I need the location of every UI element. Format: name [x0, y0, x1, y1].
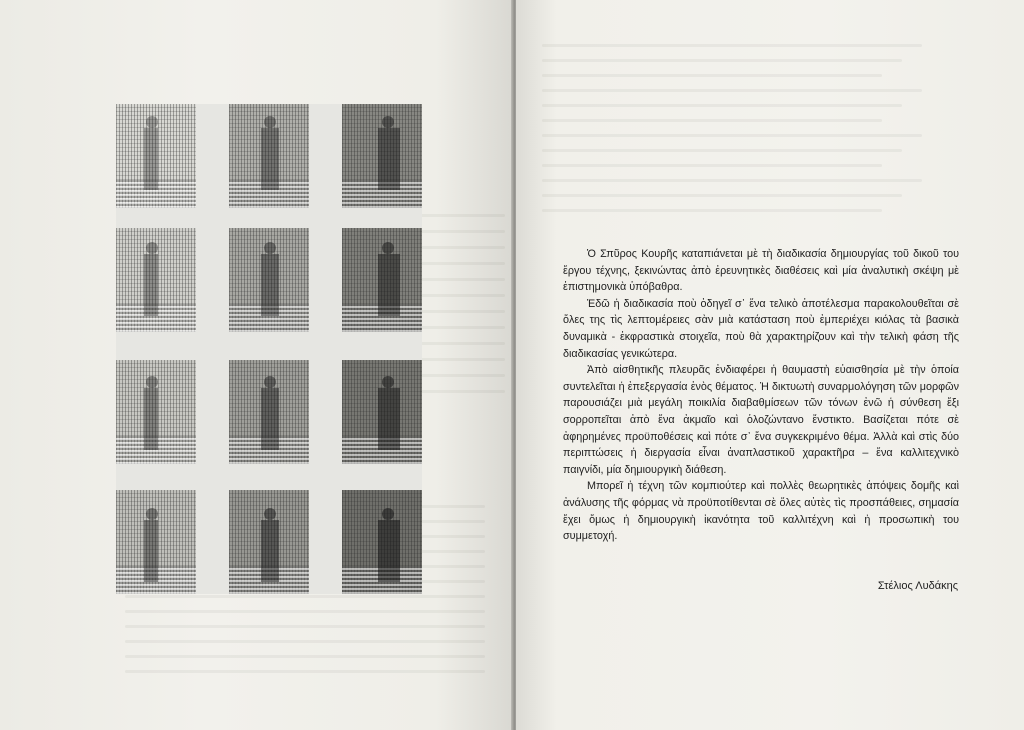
ghost-line — [125, 655, 485, 658]
sequence-frame — [229, 228, 309, 332]
ghost-line — [542, 119, 882, 122]
sequence-frame — [342, 360, 422, 464]
ghost-line — [542, 59, 902, 62]
sequence-frame — [116, 104, 196, 208]
sequence-frame — [342, 490, 422, 594]
ghost-line — [542, 89, 922, 92]
paragraph: Μπορεῖ ἡ τέχνη τῶν κομπιούτερ καὶ πολλὲς θεωρητικὲς ἀπόψεις δομῆς καὶ ἀνάλυσης τῆς φόρμας νὰ προϋποτίθενται σὲ ὅλες αὐτὲς τὶς προσπάθειες, σημασία ἔχει ὅμως ἡ δημιουργικὴ ἱκανότητα τοῦ καλλιτέχνη καὶ ἡ προσωπικὴ του συμμετοχή. — [563, 480, 959, 543]
ghost-line — [542, 194, 902, 197]
ghost-line — [125, 610, 485, 613]
ghost-line — [542, 44, 922, 47]
sequence-frame — [342, 228, 422, 332]
ghost-line — [125, 625, 485, 628]
sequence-frame — [229, 104, 309, 208]
ghost-line — [542, 74, 882, 77]
ghost-line — [542, 179, 922, 182]
sequence-frame — [229, 360, 309, 464]
ghost-line — [125, 640, 485, 643]
author-signature: Στέλιος Λυδάκης — [877, 580, 958, 592]
article-text — [563, 246, 959, 545]
ghost-line — [542, 149, 902, 152]
sequence-frame — [229, 490, 309, 594]
ghost-line — [542, 134, 922, 137]
paragraph: Ὁ Σπῦρος Κουρῆς καταπιάνεται μὲ τὴ διαδικασία δημιουργίας τοῦ δικοῦ του ἔργου τέχνης, ξεκινώντας ἀπὸ ἐρευνητικὲς διαθέσεις καὶ μία ἀναλυτικὴ σκέψη μὲ ἐπιστημονικὰ ὑπόβαθρα. — [563, 248, 959, 294]
sequence-frame — [116, 490, 196, 594]
sequence-frame — [116, 360, 196, 464]
ghost-line — [542, 104, 902, 107]
ghost-line — [542, 164, 882, 167]
image-sequence-grid — [116, 104, 422, 594]
paragraph: Ἐδῶ ἡ διαδικασία ποὺ ὁδηγεῖ σ᾽ ἕνα τελικὸ ἀποτέλεσμα παρακολουθεῖται σὲ ὅλες της τὶς λεπτομέρειες σὰν μιὰ κατάσταση ποὺ ἐμπεριέχει κιόλας τὰ βασικὰ δυναμικὰ - ἐκφραστικὰ στοιχεῖα, ποὺ θὰ χαρακτηρίζουν καὶ τὴν τελικὴ φάση τῆς διαδικασίας γενικώτερα. — [563, 297, 959, 360]
sequence-frame — [342, 104, 422, 208]
sequence-frame — [116, 228, 196, 332]
paragraph: Ἀπὸ αἰσθητικῆς πλευρᾶς ἐνδιαφέρει ἡ θαυμαστὴ εὐαισθησία μὲ τὴν ὁποία συντελεῖται ἡ ἐπεξεργασία ἑνὸς θέματος. Ἡ δικτυωτὴ συναρμολόγηση τῶν μορφῶν παρουσιάζει μιὰ μεγάλη ποικιλία διαβαθμίσεων τῶν τόνων ἐνῶ ἡ σύνθεση ἔξι σορροπεῖται ἀπὸ ἕνα ἀκμαῖο καὶ ὁλοζώντανο ἔνστικτο. Βασίζεται πότε σὲ ἀφηρημένες προϋποθέσεις καὶ πότε σ᾽ ἕνα συγκεκριμένο θέμα. Ἀλλὰ καὶ στὶς δύο περιπτώσεις ἡ διεργασία εἶναι ἀναπλαστικοῦ χαρακτῆρα – ἕνα καλλιτεχνικὸ παιγνίδι, μία δημιουργικὴ διάθεση. — [563, 364, 959, 476]
ghost-line — [542, 209, 882, 212]
ghost-line — [125, 595, 485, 598]
ghost-line — [125, 670, 485, 673]
